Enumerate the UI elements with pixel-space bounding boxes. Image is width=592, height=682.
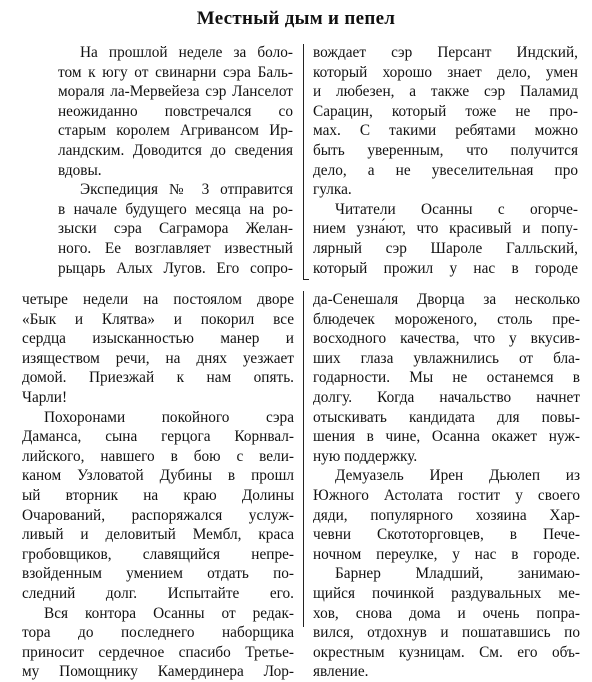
text-line: ландским. Доводится до сведения	[58, 141, 293, 159]
text-line: дело, а не увеселительная про	[313, 161, 578, 179]
divider-tick	[303, 279, 309, 280]
text-line: окрестным кузницам. См. его объ-	[313, 643, 580, 661]
text-line: быть уверенным, что получится	[313, 141, 578, 159]
text-line: лийского, навшего в бою с вели-	[22, 447, 294, 465]
article-title: Местный дым и пепел	[196, 8, 396, 29]
text-line: Похоронами покойного сэра	[44, 408, 294, 426]
text-line: Вся контора Осанны от редак-	[44, 604, 294, 622]
text-line: хов, снова дома и очень попра-	[313, 604, 580, 622]
text-line: ый вторник на краю Долины	[22, 486, 294, 504]
text-line: тора до последнего наборщика	[22, 624, 294, 642]
text-line: в начале будущего месяца на ро-	[58, 200, 293, 218]
text-line: щийся починкой раздувальных ме-	[313, 584, 580, 602]
column-1	[58, 43, 293, 278]
text-line: старым королем Агривансом Ир-	[58, 122, 293, 140]
text-line: гробовщиков, славящийся непре-	[22, 545, 294, 563]
text-line: ную поддержку.	[313, 447, 418, 465]
text-line: сердца изысканностью манер и	[22, 330, 294, 348]
text-line: который хорошо знает дело, умен	[313, 63, 578, 81]
text-line: отыскивать кандидата для повы-	[313, 408, 580, 426]
text-line: четыре недели на постоялом дворе	[22, 291, 294, 308]
text-line: Сарацин, который тоже не про-	[313, 102, 578, 120]
text-line: следний долг. Испытайте его.	[22, 584, 294, 602]
text-line: На прошлой неделе за боло-	[80, 44, 293, 61]
column-divider-top	[303, 44, 304, 280]
text-line: годарности. Мы не останемся в	[313, 369, 580, 387]
text-line: Экспедиция № 3 отправится	[80, 181, 293, 199]
text-line: вдовы.	[58, 161, 102, 179]
text-line: ного. Ее возглавляет известный	[58, 239, 293, 257]
text-line: каном Узловатой Дубины в прошл	[22, 467, 294, 485]
text-line: том к югу от свинарни сэра Баль-	[58, 63, 293, 81]
text-line: «Бык и Клятва» и покорил все	[22, 310, 294, 328]
column-4	[313, 290, 580, 682]
column-divider-bottom	[303, 291, 304, 627]
text-line: мах. С такими ребятами можно	[313, 122, 578, 140]
text-line: который прожил у нас в городе	[313, 259, 578, 277]
text-line: взойденным умением отдать по-	[22, 565, 294, 583]
text-line: неожиданно повстречался со	[58, 102, 293, 120]
text-line: домой. Приезжай к нам опять.	[22, 369, 294, 387]
text-line: Читатели Осанны с огорче-	[335, 200, 578, 218]
text-line: Очарований, распоряжался услуж-	[22, 506, 294, 524]
text-line: вождает сэр Персант Индский,	[313, 44, 578, 61]
text-line: мораля ла-Мервейеза сэр Ланселот	[58, 83, 293, 101]
text-line: гулка.	[313, 181, 352, 199]
column-2	[313, 43, 578, 278]
text-line: блюдечек мороженого, столь пре-	[313, 310, 580, 328]
text-line: зыски сэра Саграмора Желан-	[58, 220, 293, 238]
text-line: явление.	[313, 663, 369, 681]
text-line: изяществом речи, на днях уезжает	[22, 349, 294, 367]
text-line: чевни Скототорговцев, в Пече-	[313, 526, 580, 544]
text-line: ночном переулке, у нас в городе.	[313, 545, 580, 563]
text-line: долгу. Когда начальство начнет	[313, 388, 580, 406]
text-line: приносит сердечное спасибо Третье-	[22, 643, 294, 661]
text-line: рыцарь Алых Лугов. Его сопро-	[58, 259, 293, 277]
text-line: дяди, популярного хозяина Хар-	[313, 506, 580, 524]
text-line: Чарли!	[22, 388, 68, 406]
text-line: му Помощнику Камердинера Лор-	[22, 663, 294, 681]
column-3	[22, 290, 294, 682]
text-line: восходного качества, что у вкусив-	[313, 330, 580, 348]
text-line: ших глаза увлажнились от бла-	[313, 349, 580, 367]
text-line: Даманса, сына герцога Корнвал-	[22, 428, 294, 446]
text-line: ливый и деловитый Мембл, краса	[22, 526, 294, 544]
text-line: да-Сенешаля Дворца за несколько	[313, 291, 580, 308]
text-line: Демуазель Ирен Дьюлеп из	[335, 467, 580, 485]
text-line: и любезен, а также сэр Паламид	[313, 83, 578, 101]
text-line: Южного Астолата гостит у своего	[313, 486, 580, 504]
text-line: вился, отдохнув и пошатавшись по	[313, 624, 580, 642]
text-line: Барнер Младший, занимаю-	[335, 565, 580, 583]
text-line: шения в чине, Осанна окажет нуж-	[313, 428, 580, 446]
text-line: нием узна́ют, что красивый и попу-	[313, 220, 578, 238]
text-line: лярный сэр Шароле Галльский,	[313, 239, 578, 257]
